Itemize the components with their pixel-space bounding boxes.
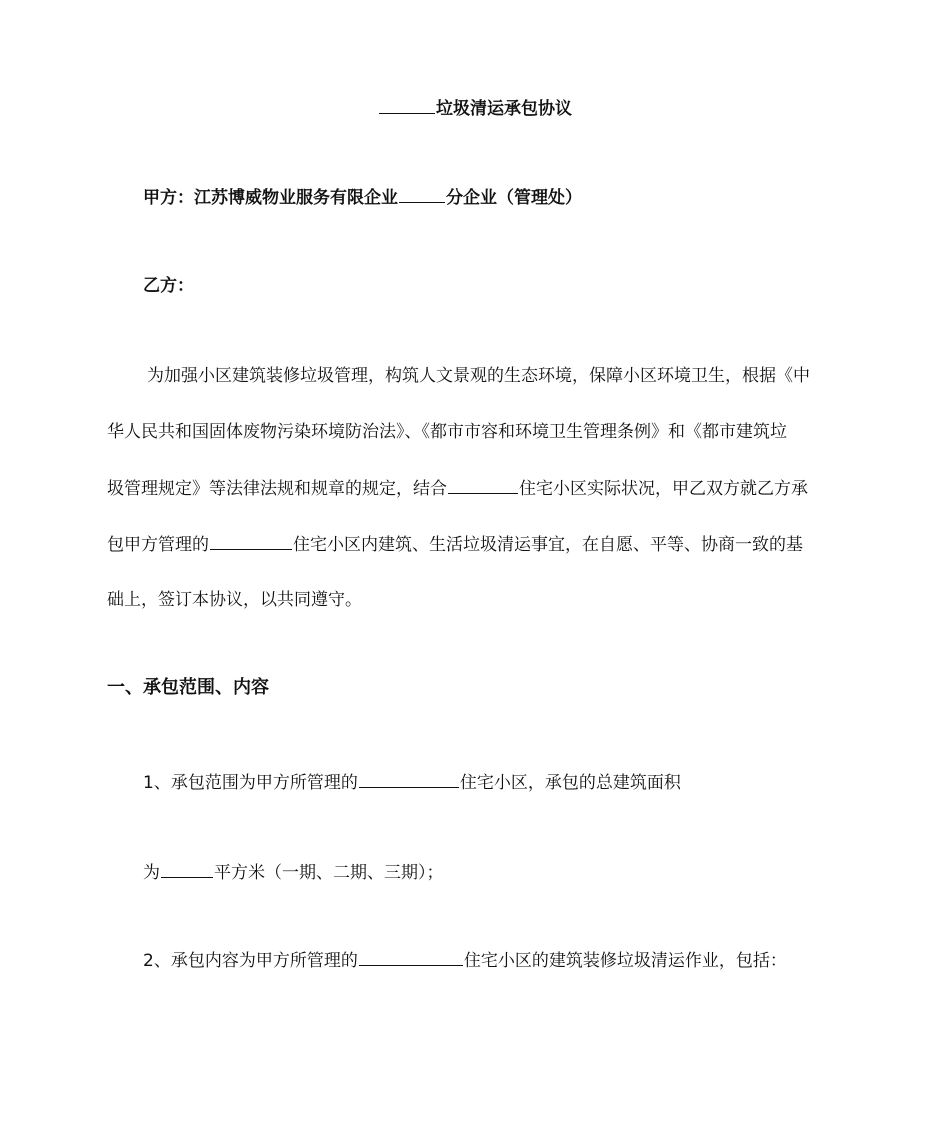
item-1-text-b: 住宅小区，承包的总建筑面积 [459, 773, 681, 793]
party-b-line [143, 274, 194, 298]
section-1-heading-text: 一、承包范围、内容 [107, 677, 269, 698]
party-b-label: 乙方： [143, 276, 194, 296]
intro-text-2: 华人民共和国固体废物污染环境防治法》、《都市市容和环境卫生管理条例》和《都市建筑垃 [107, 422, 787, 442]
party-a-suffix: 分企业（管理处） [446, 188, 582, 208]
document-title [0, 96, 950, 121]
item-2-text-a: 2、承包内容为甲方所管理的 [143, 951, 358, 971]
intro-text-1: 为加强小区建筑装修垃圾管理，构筑人文景观的生态环境，保障小区环境卫生，根据《中 [147, 366, 810, 386]
intro-line-5 [107, 588, 362, 612]
area-blank [161, 860, 213, 878]
intro-text-4a: 包甲方管理的 [107, 535, 209, 555]
intro-blank-1 [448, 476, 518, 494]
item-2-blank [359, 948, 463, 966]
intro-line-3 [107, 476, 808, 501]
item-2-text-b: 住宅小区的建筑装修垃圾清运作业，包括： [463, 951, 787, 971]
section-1-item-1-cont [143, 860, 444, 885]
title-text: 垃圾清运承包协议 [436, 99, 572, 119]
title-blank [379, 96, 435, 114]
item-1-text-c: 为 [143, 863, 160, 883]
intro-line-1 [147, 364, 810, 388]
section-1-heading [107, 676, 269, 700]
party-a-blank [399, 185, 445, 203]
intro-text-4b: 住宅小区内建筑、生活垃圾清运事宜，在自愿、平等、协商一致的基 [293, 535, 803, 555]
intro-text-3b: 住宅小区实际状况，甲乙双方就乙方承 [519, 479, 808, 499]
item-1-blank [359, 770, 459, 788]
item-1-text-d: 平方米（一期、二期、三期）； [214, 863, 444, 883]
party-a-line [143, 185, 582, 210]
section-1-item-2 [143, 948, 787, 973]
intro-line-4 [107, 532, 803, 557]
section-1-item-1 [143, 770, 681, 795]
item-1-text-a: 1、承包范围为甲方所管理的 [143, 773, 358, 793]
intro-text-5: 础上，签订本协议，以共同遵守。 [107, 590, 362, 610]
intro-text-3a: 圾管理规定》等法律法规和规章的规定，结合 [107, 479, 447, 499]
intro-line-2 [107, 420, 787, 444]
intro-blank-2 [210, 532, 292, 550]
party-a-label: 甲方：江苏博威物业服务有限企业 [143, 188, 398, 208]
